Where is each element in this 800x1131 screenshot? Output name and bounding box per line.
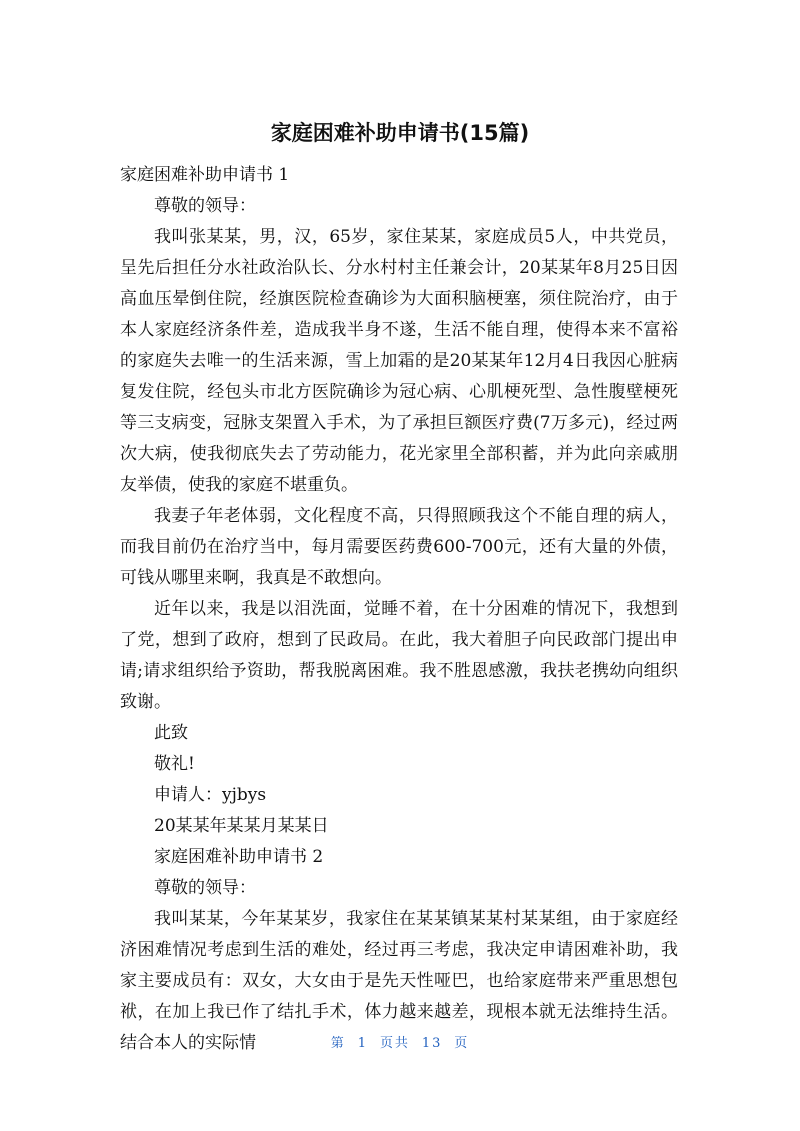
- body-paragraph: 我叫某某，今年某某岁，我家住在某某镇某某村某某组，由于家庭经济困难情况考虑到生活的难处，经过再三考虑，我决定申请困难补助，我家主要成员有：双女，大女由于是先天性哑巴，也给家庭带来严重思想包袱，在加上我已作了结扎手术，体力越来越差，现根本就无法维持生活。结合本人的实际情: [120, 909, 678, 1053]
- body-paragraph: 我叫张某某，男，汉，65岁，家住某某，家庭成员5人，中共党员，呈先后担任分水社政治队长、分水村村主任兼会计，20某某年8月25日因高血压晕倒住院，经旗医院检查确诊为大面积脑梗塞，须住院治疗，由于本人家庭经济条件差，造成我半身不遂，生活不能自理，使得本来不富裕的家庭失去唯一的生活来源，雪上加霜的是20某某年12月4日我因心脏病复发住院，经包头市北方医院确诊为冠心病、心肌梗死型、急性腹壁梗死等三支病变，冠脉支架置入手术，为了承担巨额医疗费(7万多元)，经过两次大病，使我彻底失去了劳动能力，花光家里全部积蓄，并为此向亲戚朋友举债，使我的家庭不堪重负。: [120, 227, 678, 495]
- footer-suffix: 页: [454, 1036, 470, 1051]
- footer-middle: 页共: [379, 1036, 410, 1051]
- respect-line: 敬礼!: [154, 754, 195, 774]
- document-title: 家庭困难补助申请书(15篇): [270, 121, 530, 145]
- body-paragraph: 近年以来，我是以泪洗面，觉睡不着，在十分困难的情况下，我想到了党，想到了政府，想到了民政局。在此，我大着胆子向民政部门提出申请;请求组织给予资助，帮我脱离困难。我不胜恩感激，我扶老携幼向组织致谢。: [120, 599, 678, 712]
- letter-heading: 家庭困难补助申请书 2: [154, 847, 324, 867]
- current-page-number: 1: [357, 1036, 368, 1051]
- date-line: 20某某年某某月某某日: [154, 816, 329, 836]
- salutation: 尊敬的领导：: [154, 878, 256, 898]
- page-number-footer: [0, 1032, 800, 1051]
- document-body: [120, 160, 678, 1059]
- body-paragraph: 我妻子年老体弱，文化程度不高，只得照顾我这个不能自理的病人，而我目前仍在治疗当中，每月需要医药费600-700元，还有大量的外债，可钱从哪里来啊，我真是不敢想向。: [120, 506, 678, 588]
- letter-heading: 家庭困难补助申请书 1: [120, 165, 290, 185]
- total-page-count: 13: [421, 1036, 443, 1051]
- footer-prefix: 第: [330, 1036, 346, 1051]
- applicant-line: 申请人：yjbys: [154, 785, 267, 805]
- closing-line: 此致: [154, 723, 188, 743]
- salutation: 尊敬的领导：: [154, 196, 256, 216]
